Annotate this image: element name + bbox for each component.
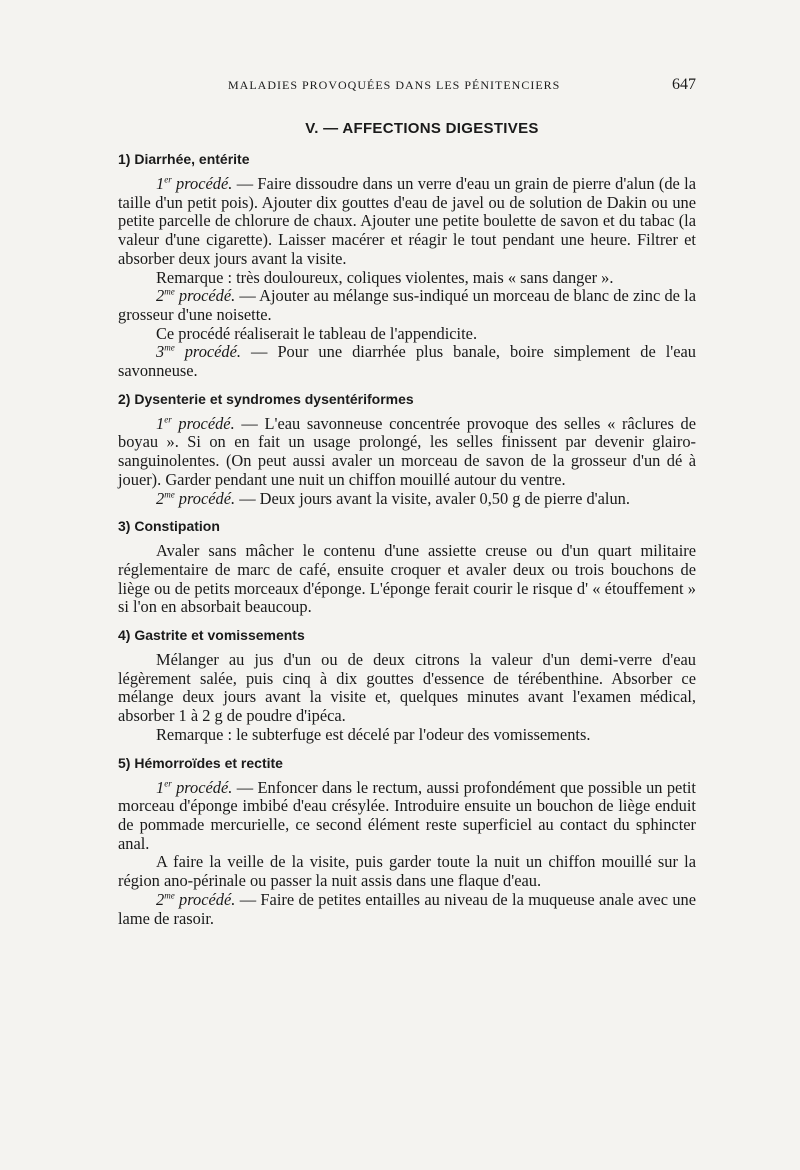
section — [118, 518, 696, 617]
procedure-number: 2 — [156, 889, 165, 909]
page-number: 647 — [672, 76, 696, 93]
ordinal-suffix: me — [164, 489, 175, 500]
procedure-word: procédé. — [174, 342, 242, 362]
running-title: MALADIES PROVOQUÉES DANS LES PÉNITENCIERS — [228, 78, 561, 92]
procedure-word: procédé. — [171, 777, 233, 797]
document-body — [118, 151, 696, 928]
procedure-word: procédé. — [174, 889, 236, 909]
paragraph-text: — Faire dissoudre dans un verre d'eau un grain de pierre d'alun (de la taille d'un petit pois). Ajouter dix gouttes d'eau de javel ou de solution de Dakin ou une petite parcelle de chlorure de chaux. Ajouter une petite boulette de savon et du tabac (la valeur d'une cigarette). Laisser macérer et réagir le tout pendant une heure. Filtrer et absorber deux jours avant la visite. — [118, 174, 696, 268]
paragraph — [118, 175, 696, 269]
paragraph-text: — L'eau savonneuse concentrée provoque des selles « râclures de boyau ». Si on en fait un usage prolongé, les selles finissent par devenir glairo-sanguinolentes. (On peut aussi avaler un morceau de savon de la grosseur d'un dé à jouer). Garder pendant une nuit un chiffon mouillé autour du ventre. — [118, 413, 696, 489]
paragraph — [118, 343, 696, 380]
ordinal-suffix: er — [164, 778, 172, 789]
ordinal-suffix: er — [164, 414, 172, 425]
paragraph-text: — Deux jours avant la visite, avaler 0,50 g de pierre d'alun. — [235, 488, 630, 508]
procedure-label — [156, 489, 235, 508]
procedure-word: procédé. — [171, 174, 233, 193]
procedure-number: 2 — [156, 488, 165, 508]
ordinal-suffix: me — [164, 342, 175, 353]
paragraph-text: A faire la veille de la visite, puis garder toute la nuit un chiffon mouillé sur la région ano-périnale ou passer la nuit assis dans une flaque d'eau. — [118, 852, 696, 891]
procedure-number: 1 — [156, 174, 165, 193]
procedure-label — [156, 174, 232, 193]
paragraph-text: — Pour une diarrhée plus banale, boire simplement de l'eau savonneuse. — [118, 342, 696, 381]
paragraph — [118, 891, 696, 928]
paragraph — [118, 651, 696, 726]
paragraph-text: Remarque : le subterfuge est décelé par l'odeur des vomissements. — [156, 724, 591, 744]
ordinal-suffix: me — [164, 890, 175, 901]
paragraph — [118, 287, 696, 324]
section — [118, 151, 696, 381]
procedure-word: procédé. — [171, 413, 235, 433]
running-head — [118, 76, 696, 100]
paragraph — [118, 726, 696, 745]
procedure-label — [156, 414, 235, 433]
paragraph-text: Avaler sans mâcher le contenu d'une assiette creuse ou d'un quart militaire réglementaire de marc de café, ensuite croquer et avaler deux ou trois bouchons de liège ou de petits morceaux d'éponge. L'éponge ferait courir le risque d' « étouffement » si l'on en absorbait beaucoup. — [118, 541, 696, 617]
paragraph-text: Mélanger au jus d'un ou de deux citrons la valeur d'un demi-verre d'eau légèrement salée, puis cinq à dix gouttes d'essence de térébenthine. Absorber ce mélange deux jours avant la visite et, quelques minutes avant l'examen médical, absorber 1 à 2 g de poudre d'ipéca. — [118, 650, 696, 726]
paragraph-text: Ce procédé réaliserait le tableau de l'appendicite. — [156, 323, 478, 343]
procedure-word: procédé. — [174, 488, 236, 508]
paragraph-text: Remarque : très douloureux, coliques violentes, mais « sans danger ». — [156, 267, 614, 287]
section-heading: 2) Dysenterie et syndromes dysentériformes — [118, 390, 414, 407]
paragraph-text: — Ajouter au mélange sus-indiqué un morceau de blanc de zinc de la grosseur d'une noisette. — [118, 286, 696, 324]
section-heading: 4) Gastrite et vomissements — [118, 627, 305, 644]
procedure-label — [156, 342, 241, 361]
section — [118, 755, 696, 929]
section-heading: 5) Hémorroïdes et rectite — [118, 754, 283, 771]
procedure-number: 3 — [156, 342, 165, 362]
section — [118, 627, 696, 745]
procedure-label — [156, 778, 232, 797]
paragraph-text: — Enfoncer dans le rectum, aussi profondément que possible un petit morceau d'éponge imbibé d'eau crésylée. Introduire ensuite un bouchon de liège enduit de pommade mercurielle, ce second élément reste superficiel au contact du sphincter anal. — [118, 777, 696, 853]
procedure-label — [156, 890, 235, 909]
ordinal-suffix: er — [164, 174, 172, 185]
procedure-number: 2 — [156, 286, 165, 306]
page — [118, 76, 696, 938]
ordinal-suffix: me — [164, 286, 175, 297]
paragraph — [118, 269, 696, 288]
chapter-title: V. — AFFECTIONS DIGESTIVES — [305, 120, 539, 137]
section-heading: 1) Diarrhée, entérite — [118, 151, 250, 167]
paragraph-text: — Faire de petites entailles au niveau de la muqueuse anale avec une lame de rasoir. — [118, 889, 696, 928]
paragraph — [118, 415, 696, 490]
section-heading: 3) Constipation — [118, 518, 220, 535]
section — [118, 391, 696, 509]
procedure-number: 1 — [156, 777, 165, 797]
paragraph — [118, 542, 696, 617]
paragraph — [118, 490, 696, 509]
procedure-word: procédé. — [174, 286, 236, 306]
procedure-number: 1 — [156, 413, 165, 433]
paragraph — [118, 325, 696, 344]
procedure-label — [156, 286, 235, 305]
paragraph — [118, 853, 696, 890]
paragraph — [118, 779, 696, 854]
